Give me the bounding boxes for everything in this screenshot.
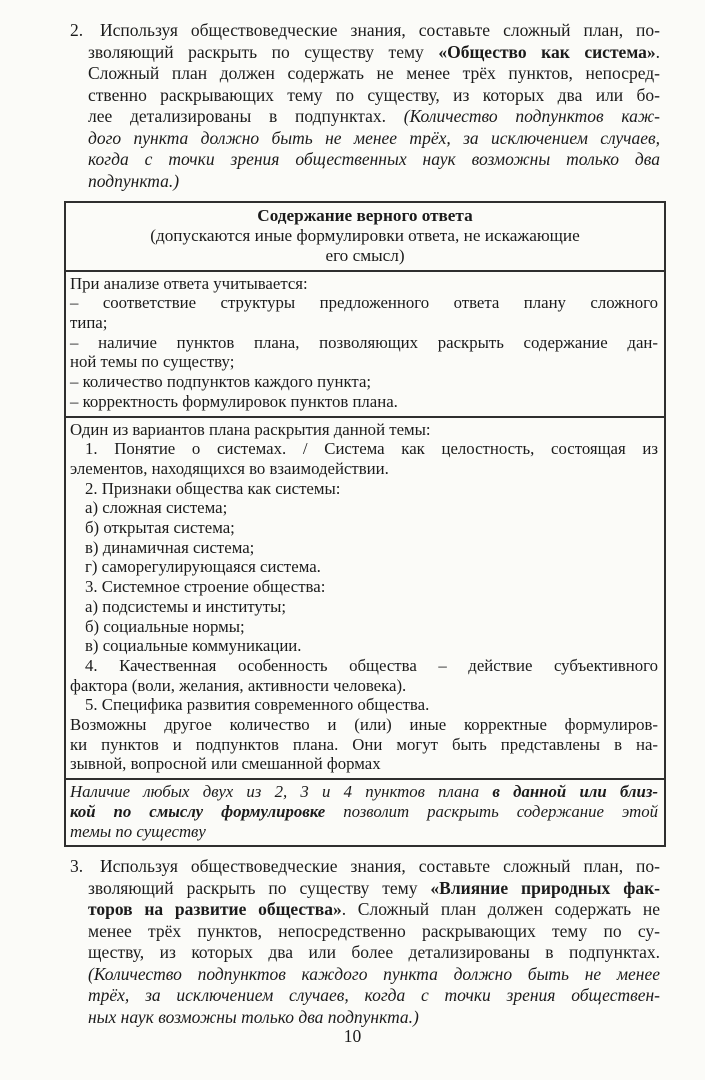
text-line: г) саморегулирующаяся система. bbox=[85, 557, 321, 577]
text-line: 3. Системное строение общества: bbox=[85, 577, 326, 597]
text-line: – соответствие структуры предложенного ответа плану сложного bbox=[70, 293, 658, 313]
text-line: а) подсистемы и институты; bbox=[85, 596, 287, 616]
text-line: 5. Специфика развития современного общества. bbox=[85, 695, 430, 715]
text-line: ществу, из которых два или более детализированы в подпунктах. bbox=[88, 942, 660, 962]
text-line: дого пункта должно быть не менее трёх, за исключением случаев, bbox=[88, 127, 660, 148]
answer-table bbox=[64, 201, 666, 847]
text-line: Сложный план должен содержать не менее трёх пунктов, непосред- bbox=[88, 63, 660, 83]
text-line: зволяющий раскрыть по существу тему «Влияние природных фак- bbox=[88, 877, 660, 898]
text-line: б) социальные нормы; bbox=[85, 616, 245, 636]
task-3-number: 3. bbox=[70, 856, 84, 876]
text-line: а) сложная система; bbox=[85, 498, 228, 518]
task-item-2 bbox=[70, 20, 660, 192]
table-header bbox=[66, 203, 664, 272]
text-line: менее трёх пунктов, непосредственно раскрывающих тему по су- bbox=[88, 920, 660, 941]
text-line: 2. Признаки общества как системы: bbox=[85, 478, 341, 498]
table-row-plan-variant bbox=[66, 418, 664, 781]
text-line: Используя обществоведческие знания, составьте сложный план, по- bbox=[100, 856, 660, 876]
text-line: – наличие пунктов плана, позволяющих раскрыть содержание дан- bbox=[70, 332, 658, 352]
text-line: При анализе ответа учитывается: bbox=[70, 273, 308, 293]
task-3-text bbox=[88, 856, 660, 1028]
text-line: темы по существу bbox=[70, 821, 206, 841]
text-line: (Количество подпунктов каждого пункта должно быть не менее bbox=[88, 963, 660, 984]
text-line: кой по смыслу формулировке позволит раскрыть содержание этой bbox=[70, 801, 658, 821]
text-line: трёх, за исключением случаев, когда с точки зрения обществен- bbox=[88, 985, 660, 1005]
text-line: ственно раскрывающих тему по существу, из которых два или бо- bbox=[88, 84, 660, 105]
task-item-3 bbox=[70, 856, 661, 1028]
text-line: зывной, вопросной или смешанной формах bbox=[70, 754, 381, 774]
text-line: в) динамичная система; bbox=[85, 537, 255, 557]
text-line: – корректность формулировок пунктов плана. bbox=[70, 391, 398, 411]
text-line: – количество подпунктов каждого пункта; bbox=[70, 372, 372, 392]
text-line: лее детализированы в подпунктах. (Количество подпунктов каж- bbox=[88, 106, 660, 126]
text-line: (допускаются иные формулировки ответа, не искажающие bbox=[150, 226, 580, 246]
text-line: элементов, находящихся во взаимодействии. bbox=[70, 458, 389, 478]
text-line: б) открытая система; bbox=[85, 518, 235, 538]
table-row-note bbox=[66, 780, 664, 845]
text-line: Используя обществоведческие знания, составьте сложный план, по- bbox=[100, 20, 660, 40]
text-line: Один из вариантов плана раскрытия данной темы: bbox=[70, 419, 431, 439]
text-line: ной темы по существу; bbox=[70, 352, 235, 372]
text-line: Наличие любых двух из 2, 3 и 4 пунктов плана в данной или близ- bbox=[70, 782, 658, 802]
page-number: 10 bbox=[343, 1026, 362, 1046]
text-line: 4. Качественная особенность общества – действие субъективного bbox=[85, 655, 658, 675]
text-line: фактора (воли, желания, активности человека). bbox=[70, 675, 407, 695]
text-line: Возможны другое количество и (или) иные корректные формулиров- bbox=[70, 715, 658, 735]
text-line: зволяющий раскрыть по существу тему «Общество как система». bbox=[88, 41, 660, 62]
text-line: типа; bbox=[70, 313, 108, 333]
text-line: когда с точки зрения общественных наук возможны только два bbox=[88, 149, 660, 169]
text-line: подпункта.) bbox=[88, 170, 180, 191]
text-line: Содержание верного ответа bbox=[257, 206, 473, 225]
task-2-text bbox=[88, 20, 660, 192]
table-row-criteria bbox=[66, 272, 664, 418]
text-line: в) социальные коммуникации. bbox=[85, 636, 302, 656]
text-line: ных наук возможны только два подпункта.) bbox=[88, 1006, 419, 1027]
text-line: ки пунктов и подпунктов плана. Они могут быть представлены в на- bbox=[70, 734, 658, 754]
text-line: торов на развитие общества». Сложный план должен содержать не bbox=[88, 899, 661, 919]
task-2-number: 2. bbox=[70, 20, 84, 40]
text-line: 1. Понятие о системах. / Система как целостность, состоящая из bbox=[85, 439, 658, 459]
text-line: его смысл) bbox=[325, 246, 405, 266]
